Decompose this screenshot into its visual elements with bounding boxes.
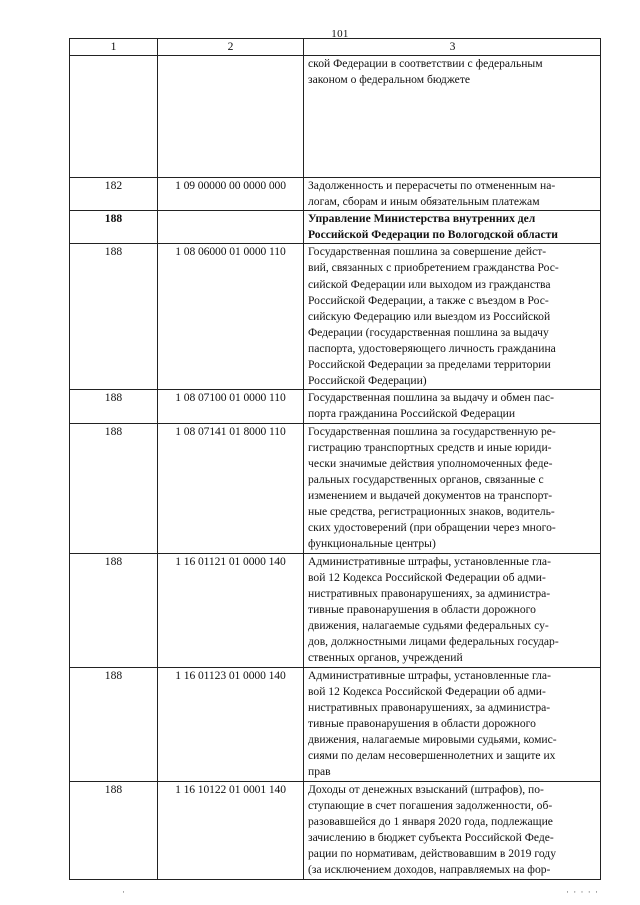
- table-row: [70, 178, 601, 211]
- revenue-description-cell: [304, 781, 601, 879]
- description-line: Задолженность и перерасчеты по отмененным на-: [308, 179, 556, 192]
- budget-classification-code-cell: 1 08 06000 01 0000 110: [158, 244, 304, 390]
- table-header-row: [70, 39, 601, 56]
- admin-code-cell: 182: [70, 178, 158, 211]
- description-line: функциональные центры): [308, 537, 436, 551]
- revenue-description-cell: [304, 211, 601, 244]
- description-line: порта гражданина Российской Федерации: [308, 407, 516, 421]
- page-number: 101: [331, 28, 349, 40]
- description-line: вой 12 Кодекса Российской Федерации об адми-: [308, 684, 546, 698]
- description-line: зачислению в бюджет субъекта Российской Феде-: [308, 830, 554, 844]
- budget-classification-code-cell: 1 08 07141 01 8000 110: [158, 423, 304, 553]
- description-line: ступающие в счет погашения задолженности, об-: [308, 798, 553, 812]
- description-line: Российской Федерации): [308, 374, 427, 388]
- description-line: движения, налагаемые судьями федеральных су-: [308, 618, 549, 632]
- description-line: нистративных правонарушениях, за администра-: [308, 700, 551, 714]
- description-line: ные средства, регистрационных знаков, водитель-: [308, 505, 555, 519]
- description-line: ральных государственных органов, связанные с: [308, 472, 544, 486]
- description-line: разовавшейся до 1 января 2020 года, подлежащие: [308, 814, 553, 828]
- table-row: [70, 56, 601, 178]
- description-line: Административные штрафы, установленные гла-: [308, 554, 551, 568]
- description-line: сийскую Федерацию или выездом из Российской: [308, 309, 551, 323]
- description-line: ской Федерации в соответствии с федеральным: [308, 57, 543, 70]
- admin-code-cell: 188: [70, 781, 158, 879]
- description-line: дов, должностными лицами федеральных государ-: [308, 635, 559, 649]
- description-line: гистрацию транспортных средств и иные юриди-: [308, 440, 552, 454]
- description-line: Управление Министерства внутренних дел: [308, 212, 536, 226]
- admin-code-cell: 188: [70, 553, 158, 667]
- table-row: [70, 667, 601, 781]
- description-line: Доходы от денежных взысканий (штрафов), по-: [308, 782, 544, 796]
- description-line: Государственная пошлина за государственную ре-: [308, 424, 556, 438]
- admin-code-cell: 188: [70, 423, 158, 553]
- budget-codes-table: [69, 38, 601, 880]
- scan-mark-right: · · · · ·: [566, 887, 599, 897]
- description-line: вий, связанных с приобретением гражданства Рос-: [308, 261, 559, 275]
- description-line: Российской Федерации по Вологодской области: [308, 228, 558, 242]
- table-row: [70, 211, 601, 244]
- description-line: Государственная пошлина за выдачу и обмен пас-: [308, 391, 555, 405]
- description-line: тивные правонарушения в области дорожного: [308, 716, 536, 730]
- description-line: вой 12 Кодекса Российской Федерации об адми-: [308, 570, 546, 584]
- revenue-description-cell: [304, 667, 601, 781]
- description-line: сиями по делам несовершеннолетних и защите их: [308, 749, 556, 763]
- revenue-description-cell: [304, 390, 601, 423]
- header-col-2: 2: [158, 39, 304, 56]
- description-line: прав: [308, 765, 331, 779]
- budget-classification-code-cell: 1 16 01121 01 0000 140: [158, 553, 304, 667]
- table-row: [70, 423, 601, 553]
- description-line: Административные штрафы, установленные гла-: [308, 668, 551, 682]
- description-line: рации по нормативам, действовавшим в 2019 году: [308, 846, 556, 860]
- admin-code-cell: 188: [70, 211, 158, 244]
- table-row: [70, 553, 601, 667]
- admin-code-cell: 188: [70, 244, 158, 390]
- admin-code-cell: 188: [70, 667, 158, 781]
- revenue-description-cell: [304, 178, 601, 211]
- table-row: [70, 781, 601, 879]
- revenue-description-cell: [304, 244, 601, 390]
- budget-classification-code-cell: 1 16 10122 01 0001 140: [158, 781, 304, 879]
- description-line: Российской Федерации за пределами территории: [308, 358, 551, 372]
- header-col-3: 3: [304, 39, 601, 56]
- description-line: законом о федеральном бюджете: [308, 73, 471, 87]
- description-line: движения, налагаемые мировыми судьями, комис-: [308, 732, 557, 746]
- budget-classification-code-cell: [158, 56, 304, 178]
- description-line: Государственная пошлина за совершение дейст-: [308, 245, 547, 259]
- description-line: нистративных правонарушениях, за администра-: [308, 586, 551, 600]
- description-line: чески значимые действия уполномоченных феде-: [308, 456, 553, 470]
- header-col-1: 1: [70, 39, 158, 56]
- admin-code-cell: 188: [70, 390, 158, 423]
- budget-classification-code-cell: 1 16 01123 01 0000 140: [158, 667, 304, 781]
- budget-classification-code-cell: [158, 211, 304, 244]
- description-line: изменением и выдачей документов на транспорт-: [308, 488, 553, 502]
- revenue-description-cell: [304, 553, 601, 667]
- revenue-description-cell: [304, 56, 601, 178]
- description-line: Федерации (государственная пошлина за выдачу: [308, 325, 549, 339]
- scan-mark-left: ·: [122, 887, 126, 897]
- budget-classification-code-cell: 1 09 00000 00 0000 000: [158, 178, 304, 211]
- table-row: [70, 244, 601, 390]
- description-line: ских удостоверений (при обращении через много-: [308, 521, 556, 535]
- description-line: паспорта, удостоверяющего личность гражданина: [308, 341, 556, 355]
- admin-code-cell: [70, 56, 158, 178]
- description-line: тивные правонарушения в области дорожного: [308, 602, 536, 616]
- description-line: логам, сборам и иным обязательным платежам: [308, 195, 540, 209]
- description-line: ственных органов, учреждений: [308, 651, 463, 665]
- description-line: Российской Федерации, а также с въездом в Рос-: [308, 293, 549, 307]
- budget-classification-code-cell: 1 08 07100 01 0000 110: [158, 390, 304, 423]
- table-row: [70, 390, 601, 423]
- description-line: сийской Федерации или выходом из гражданства: [308, 277, 551, 291]
- description-line: (за исключением доходов, направляемых на фор-: [308, 863, 551, 877]
- revenue-description-cell: [304, 423, 601, 553]
